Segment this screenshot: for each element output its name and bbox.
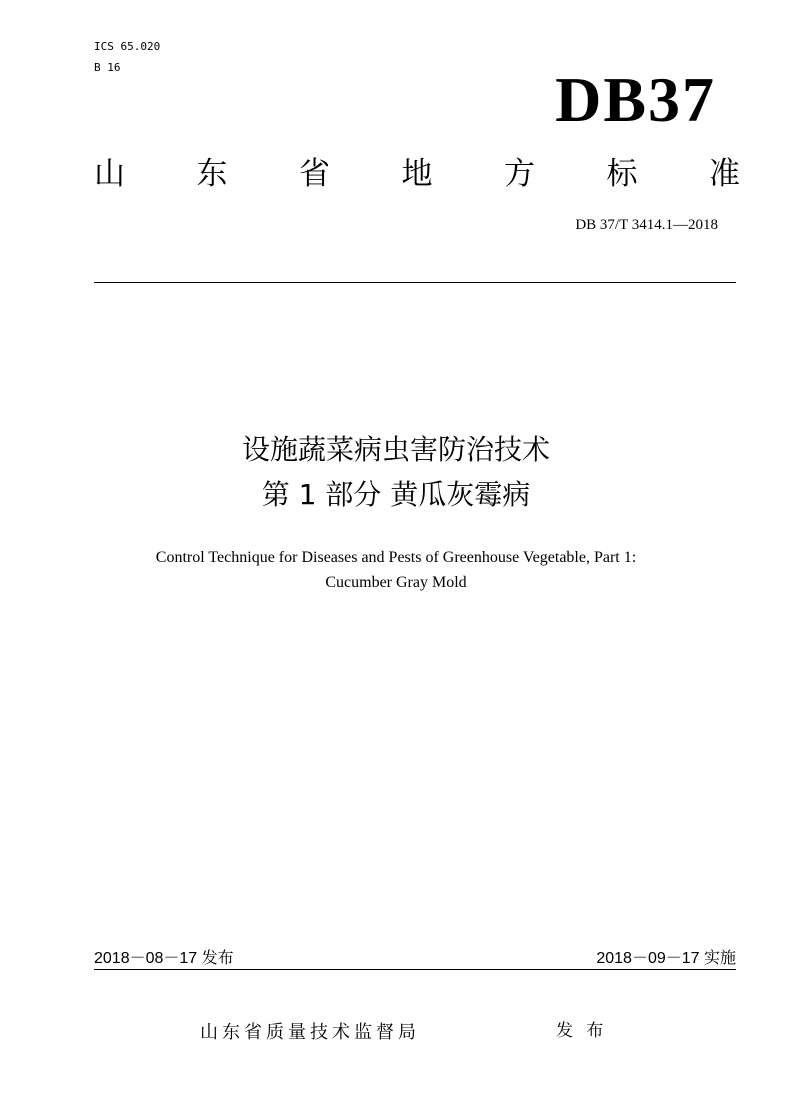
header-divider: [94, 282, 736, 283]
ccs-code: B 16: [94, 61, 121, 74]
db37-badge: DB37: [555, 64, 716, 135]
org-char: 方: [504, 156, 535, 192]
ics-code: ICS 65.020: [94, 40, 161, 53]
publish-date: 2018－08－17 发布: [94, 950, 234, 967]
issue-action: 发 布: [556, 1021, 608, 1041]
org-char: 山: [94, 156, 125, 192]
org-char: 准: [709, 156, 740, 192]
title-cn-line1: 设施蔬菜病虫害防治技术: [241, 433, 550, 466]
title-en-line2: Cucumber Gray Mold: [325, 574, 467, 591]
org-char: 标: [606, 156, 638, 192]
standard-number: DB 37/T 3414.1—2018: [575, 217, 718, 233]
title-cn-line2: 第 1 部分 黄瓜灰霉病: [261, 478, 531, 511]
org-char: 省: [299, 156, 330, 192]
implement-date: 2018－09－17 实施: [596, 950, 736, 967]
date-divider: [94, 969, 736, 970]
org-char: 东: [196, 156, 228, 192]
issuer-name: 山东省质量技术监督局: [200, 1022, 420, 1043]
standard-org: [94, 156, 740, 192]
title-en-line1: Control Technique for Diseases and Pests of Greenhouse Vegetable, Part 1:: [155, 549, 637, 566]
org-char: 地: [401, 156, 433, 192]
